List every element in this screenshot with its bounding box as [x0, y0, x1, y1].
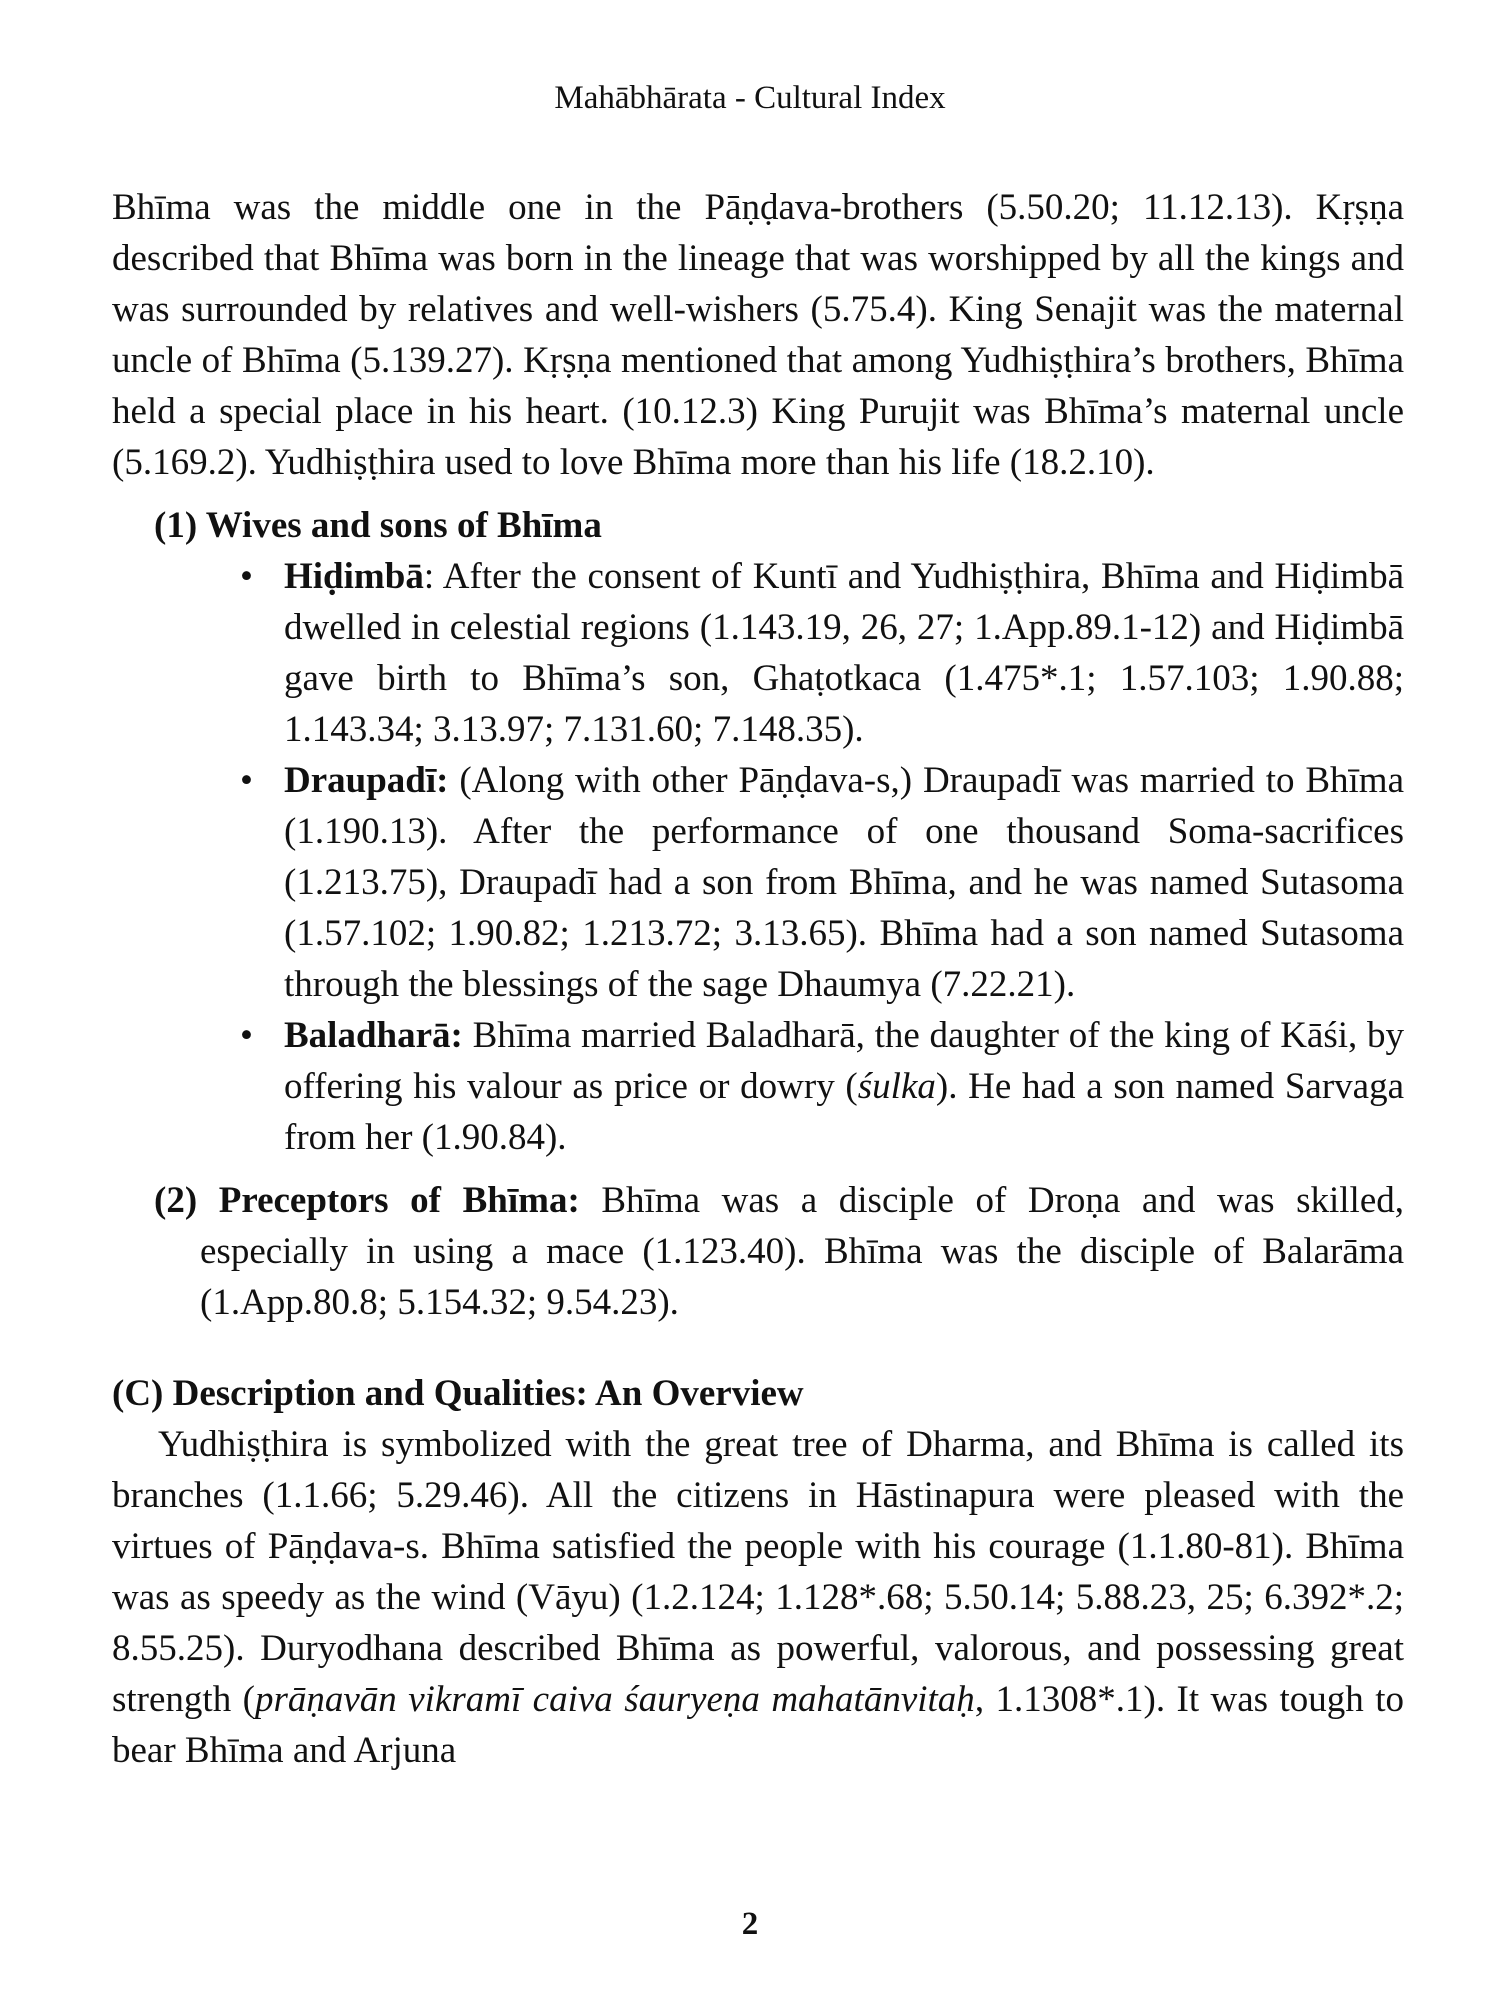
page-body	[112, 182, 1404, 1776]
running-head: Mahābhārata - Cultural Index	[554, 80, 946, 116]
wife-description-end: ). He had a son named Sarvaga from her (1.90.84).	[284, 1066, 1405, 1158]
wives-section	[112, 500, 1404, 1163]
wife-description: Bhīma married Baladharā, the daughter of the king of Kāśi, by offering his valour as price or dowry (	[284, 1015, 1404, 1107]
wife-name: Hiḍimbā	[284, 556, 424, 597]
section-c-heading: (C) Description and Qualities: An Overview	[112, 1373, 804, 1414]
page-number: 2	[741, 1906, 759, 1942]
section-c-paragraph	[112, 1419, 1404, 1776]
sanskrit-quote: prāṇavān vikramī caiva śauryeṇa mahatānvitaḥ	[254, 1679, 975, 1720]
wives-list	[154, 551, 1404, 1163]
section-c-text-end: , 1.1308*.1). It was tough to bear Bhīma and Arjuna	[112, 1679, 1405, 1771]
preceptors-heading: (2) Preceptors of Bhīma:	[154, 1180, 580, 1221]
wife-name: Draupadī:	[284, 760, 449, 801]
wife-entry-baladhara	[284, 1010, 1404, 1163]
wife-entry-draupadi	[284, 755, 1404, 1010]
wife-name-colon: :	[423, 556, 435, 597]
wife-description: (Along with other Pāṇḍava-s,) Draupadī was married to Bhīma (1.190.13). After the performance of one thousand Soma-sacrifices (1.213.75), Draupadī had a son from Bhīma, and he was named Sutasoma (1.57.102; 1.90.82; 1.213.72; 3.13.65). Bhīma had a son named Sutasoma through the blessings of the sage Dhaumya (7.22.21).	[284, 760, 1404, 1005]
section-c-text: Yudhiṣṭhira is symbolized with the great tree of Dharma, and Bhīma is called its branches (1.1.66; 5.29.46). All the citizens in Hāstinapura were pleased with the virtues of Pāṇḍava-s. Bhīma satisfied the people with his courage (1.1.80-81). Bhīma was as speedy as the wind (Vāyu) (1.2.124; 1.128*.68; 5.50.14; 5.88.23, 25; 6.392*.2; 8.55.25). Duryodhana described Bhīma as powerful, valorous, and possessing great strength (	[112, 1424, 1404, 1720]
preceptors-section	[112, 1175, 1404, 1328]
wife-description: After the consent of Kuntī and Yudhiṣṭhira, Bhīma and Hiḍimbā dwelled in celestial regions (1.143.19, 26, 27; 1.App.89.1-12) and Hiḍimbā gave birth to Bhīma’s son, Ghaṭotkaca (1.475*.1; 1.57.103; 1.90.88; 1.143.34; 3.13.97; 7.131.60; 7.148.35).	[284, 556, 1404, 750]
preceptors-paragraph	[154, 1175, 1404, 1328]
wife-name: Baladharā:	[284, 1015, 463, 1056]
sanskrit-term: śulka	[857, 1066, 936, 1107]
wife-entry-hidimba	[284, 551, 1404, 755]
intro-paragraph: Bhīma was the middle one in the Pāṇḍava-brothers (5.50.20; 11.12.13). Kṛṣṇa described that Bhīma was born in the lineage that was worshipped by all the kings and was surrounded by relatives and well-wishers (5.75.4). King Senajit was the maternal uncle of Bhīma (5.139.27). Kṛṣṇa mentioned that among Yudhiṣṭhira’s brothers, Bhīma held a special place in his heart. (10.12.3) King Purujit was Bhīma’s maternal uncle (5.169.2). Yudhiṣṭhira used to love Bhīma more than his life (18.2.10).	[112, 187, 1404, 483]
wives-heading: (1) Wives and sons of Bhīma	[154, 505, 602, 546]
preceptors-text: Bhīma was a disciple of Droṇa and was skilled, especially in using a mace (1.123.40). Bhīma was the disciple of Balarāma (1.App.80.8; 5.154.32; 9.54.23).	[200, 1180, 1404, 1323]
